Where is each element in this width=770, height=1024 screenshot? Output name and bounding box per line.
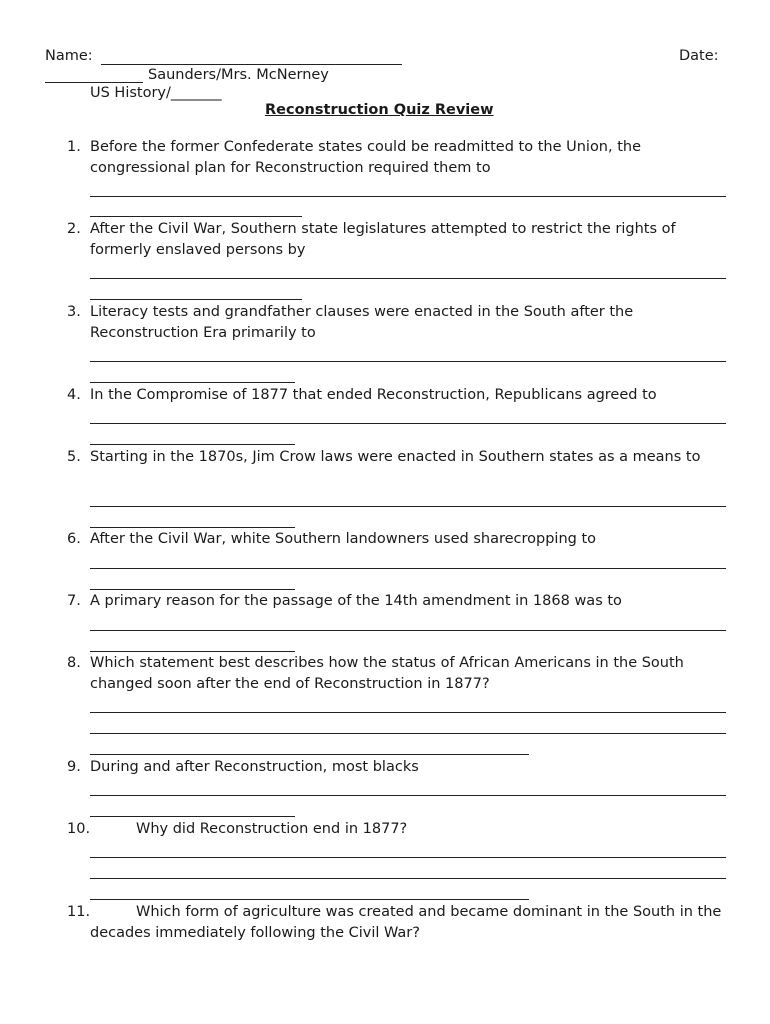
- answer-line[interactable]: [90, 795, 726, 796]
- question-number: 4.: [67, 387, 81, 403]
- answer-line[interactable]: [90, 899, 529, 900]
- answer-line[interactable]: [90, 506, 726, 507]
- question-text: Which statement best describes how the status of African Americans in the South changed soon after the end of Reconstruction in 1877?: [90, 655, 684, 692]
- date-label: Date:: [679, 48, 719, 64]
- answer-line[interactable]: [90, 712, 726, 713]
- answer-line[interactable]: [90, 382, 295, 383]
- answer-line[interactable]: [90, 630, 726, 631]
- answer-line[interactable]: [90, 361, 726, 362]
- question-number: 2.: [67, 221, 81, 237]
- answer-line[interactable]: [90, 816, 295, 817]
- question-text: Why did Reconstruction end in 1877?: [136, 821, 408, 837]
- question-text: Which form of agriculture was created and became dominant in the South in the decades immediately following the Civil War?: [90, 904, 722, 941]
- question-number: 6.: [67, 531, 81, 547]
- answer-line[interactable]: [90, 299, 302, 300]
- question-text: A primary reason for the passage of the 14th amendment in 1868 was to: [90, 593, 622, 609]
- question-text: Before the former Confederate states could be readmitted to the Union, the congressional plan for Reconstruction required them to: [90, 139, 642, 176]
- question-number: 11.: [67, 904, 91, 920]
- question-number: 3.: [67, 304, 81, 320]
- page-title: Reconstruction Quiz Review: [265, 102, 494, 118]
- answer-line[interactable]: [90, 423, 726, 424]
- answer-line[interactable]: [90, 568, 726, 569]
- answer-line[interactable]: [90, 527, 295, 528]
- question-number: 1.: [67, 139, 81, 155]
- question-text: Literacy tests and grandfather clauses were enacted in the South after the Reconstruction Era primarily to: [90, 304, 634, 341]
- answer-line[interactable]: [90, 651, 295, 652]
- name-label: Name:: [45, 48, 93, 64]
- answer-line[interactable]: [90, 878, 726, 879]
- answer-line[interactable]: [90, 733, 726, 734]
- answer-line[interactable]: [90, 216, 302, 217]
- question-number: 8.: [67, 655, 81, 671]
- answer-line[interactable]: [90, 278, 726, 279]
- question-number: 10.: [67, 821, 91, 837]
- question-text: During and after Reconstruction, most blacks: [90, 759, 419, 775]
- question-text: In the Compromise of 1877 that ended Reconstruction, Republicans agreed to: [90, 387, 657, 403]
- answer-line[interactable]: [90, 754, 529, 755]
- teacher-line: Saunders/Mrs. McNerney: [148, 67, 329, 83]
- question-number: 9.: [67, 759, 81, 775]
- question-text: After the Civil War, white Southern landowners used sharecropping to: [90, 531, 596, 547]
- question-text: After the Civil War, Southern state legislatures attempted to restrict the rights of formerly enslaved persons by: [90, 221, 676, 258]
- answer-line[interactable]: [90, 857, 726, 858]
- answer-line[interactable]: [90, 196, 726, 197]
- question-text: Starting in the 1870s, Jim Crow laws were enacted in Southern states as a means to: [90, 449, 701, 465]
- answer-line[interactable]: [90, 444, 295, 445]
- question-number: 5.: [67, 449, 81, 465]
- answer-line[interactable]: [90, 589, 295, 590]
- class-line: US History/_______: [90, 85, 222, 101]
- question-number: 7.: [67, 593, 81, 609]
